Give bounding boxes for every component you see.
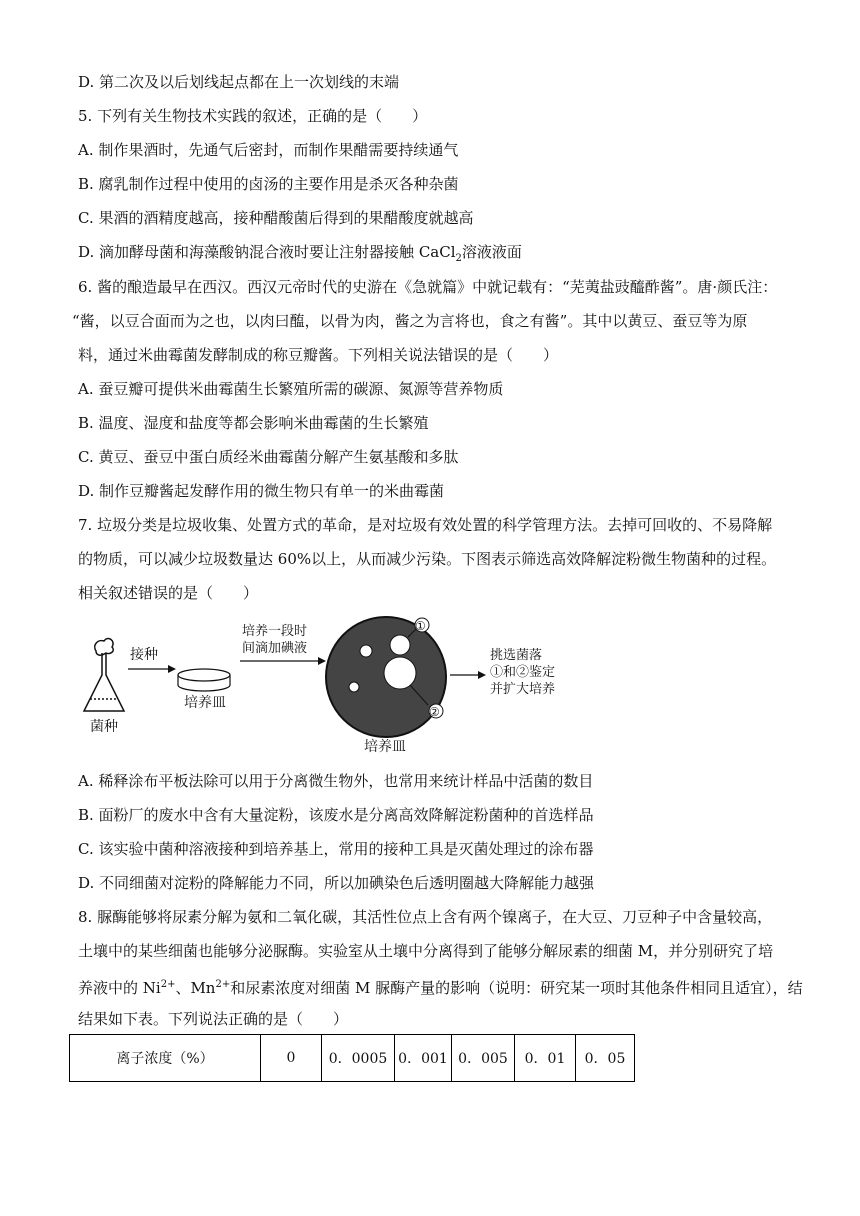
petri-dish-icon (178, 669, 230, 691)
flask-icon (84, 639, 124, 711)
screening-process-diagram (78, 615, 618, 765)
step3-line1: 挑选菌落 (490, 648, 543, 663)
table-header-cell: 离子浓度（%） (70, 1035, 261, 1082)
q5-stem: 5. 下列有关生物技术实践的叙述，正确的是（ ） (78, 107, 428, 125)
q6-stem-line3: 料，通过米曲霉菌发酵制成的称豆瓣酱。下列相关说法错误的是（ ） (78, 346, 559, 364)
q7-option-b: B. 面粉厂的废水中含有大量淀粉，该废水是分离高效降解淀粉菌种的首选样品 (78, 806, 594, 824)
q5-option-c: C. 果酒的酒精度越高，接种醋酸菌后得到的果醋酸度就越高 (78, 209, 474, 227)
q5-option-d (78, 242, 522, 269)
q7-stem-line2: 的物质，可以减少垃圾数量达 60%以上，从而减少污染。下图表示筛选高效降解淀粉微生物菌种的过程。 (78, 550, 777, 568)
colony-2 (384, 657, 416, 689)
table-cell: 0．001 (395, 1035, 452, 1082)
q5-option-a: A. 制作果酒时，先通气后密封，而制作果醋需要持续通气 (78, 141, 459, 159)
q6-option-a: A. 蚕豆瓣可提供米曲霉菌生长繁殖所需的碳源、氮源等营养物质 (78, 380, 504, 398)
ion-concentration-table (69, 1034, 635, 1082)
table-row (70, 1035, 635, 1082)
q7-option-d: D. 不同细菌对淀粉的降解能力不同，所以加碘染色后透明圈越大降解能力越强 (78, 874, 595, 892)
colony-small (360, 645, 372, 657)
q6-stem-line2: “酱，以豆合面而为之也，以肉曰醢，以骨为肉，酱之为言将也，食之有酱”。其中以黄豆、蚕豆等为原 (72, 312, 748, 330)
q5-option-b: B. 腐乳制作过程中使用的卤汤的主要作用是杀灭各种杂菌 (78, 175, 459, 193)
colony-1 (390, 635, 410, 655)
table-cell: 0．01 (515, 1035, 576, 1082)
ni-charge: 2+ (160, 979, 176, 990)
inoculate-label: 接种 (130, 647, 158, 663)
q8-stem-line1: 8. 脲酶能够将尿素分解为氨和二氧化碳，其活性位点上含有两个镍离子，在大豆、刀豆种子中含量较高， (78, 908, 773, 926)
step2-line2: 间滴加碘液 (242, 641, 308, 656)
plate-label: 培养皿 (364, 739, 406, 755)
arrow-1-head (168, 665, 176, 673)
q5-option-d-text: D. 滴加酵母菌和海藻酸钠混合液时要让注射器接触 (78, 243, 415, 261)
step2-line1: 培养一段时 (242, 624, 308, 639)
q8-line3-c: 和尿素浓度对细菌 M 脲酶产量的影响（说明：研究某一项时其他条件相同且适宜），结 (230, 979, 803, 997)
arrow-2-head (318, 657, 326, 665)
q6-stem-line1: 6. 酱的酿造最早在西汉。西汉元帝时代的史游在《急就篇》中就记载有：“芜荑盐豉醯酢酱”。唐·颜氏注： (78, 278, 778, 296)
q8-stem-line2: 土壤中的某些细菌也能够分泌脲酶。实验室从土壤中分离得到了能够分解尿素的细菌 M，并分别研究了培 (78, 942, 774, 960)
marker1-label: ① (415, 619, 426, 633)
q6-option-d: D. 制作豆瓣酱起发酵作用的微生物只有单一的米曲霉菌 (78, 482, 445, 500)
table-cell: 0．0005 (322, 1035, 395, 1082)
q5-option-d-tail: 溶液液面 (461, 243, 522, 261)
mn-charge: 2+ (215, 979, 231, 990)
q6-option-b: B. 温度、湿度和盐度等都会影响米曲霉菌的生长繁殖 (78, 414, 429, 432)
step3-line3: 并扩大培养 (490, 682, 556, 697)
q7-option-a: A. 稀释涂布平板法除可以用于分离微生物外，也常用来统计样品中活菌的数目 (78, 772, 594, 790)
q8-stem-line4: 结果如下表。下列说法正确的是（ ） (78, 1010, 349, 1028)
arrow-3-head (478, 671, 486, 679)
cacl2-formula: CaCl$_2$ (418, 243, 462, 264)
q4-option-d: D. 第二次及以后划线起点都在上一次划线的末端 (78, 73, 400, 91)
dish-label: 培养皿 (184, 695, 226, 711)
marker2-label: ② (429, 705, 440, 719)
q8-line3-a: 养液中的 Ni (78, 979, 161, 997)
q6-option-c: C. 黄豆、蚕豆中蛋白质经米曲霉菌分解产生氨基酸和多肽 (78, 448, 459, 466)
table-cell: 0．005 (452, 1035, 515, 1082)
q8-stem-line3 (78, 975, 803, 998)
q7-stem-line1: 7. 垃圾分类是垃圾收集、处置方式的革命，是对垃圾有效处置的科学管理方法。去掉可回收的、不易降解 (78, 516, 773, 534)
colony-tiny (349, 682, 359, 692)
table-cell: 0．05 (576, 1035, 635, 1082)
q8-line3-b: 、Mn (175, 979, 216, 997)
table-cell: 0 (261, 1035, 322, 1082)
q7-option-c: C. 该实验中菌种溶液接种到培养基上，常用的接种工具是灭菌处理过的涂布器 (78, 840, 594, 858)
flask-label: 菌种 (90, 719, 118, 735)
step3-line2: ①和②鉴定 (490, 665, 556, 680)
q7-stem-line3: 相关叙述错误的是（ ） (78, 584, 259, 602)
